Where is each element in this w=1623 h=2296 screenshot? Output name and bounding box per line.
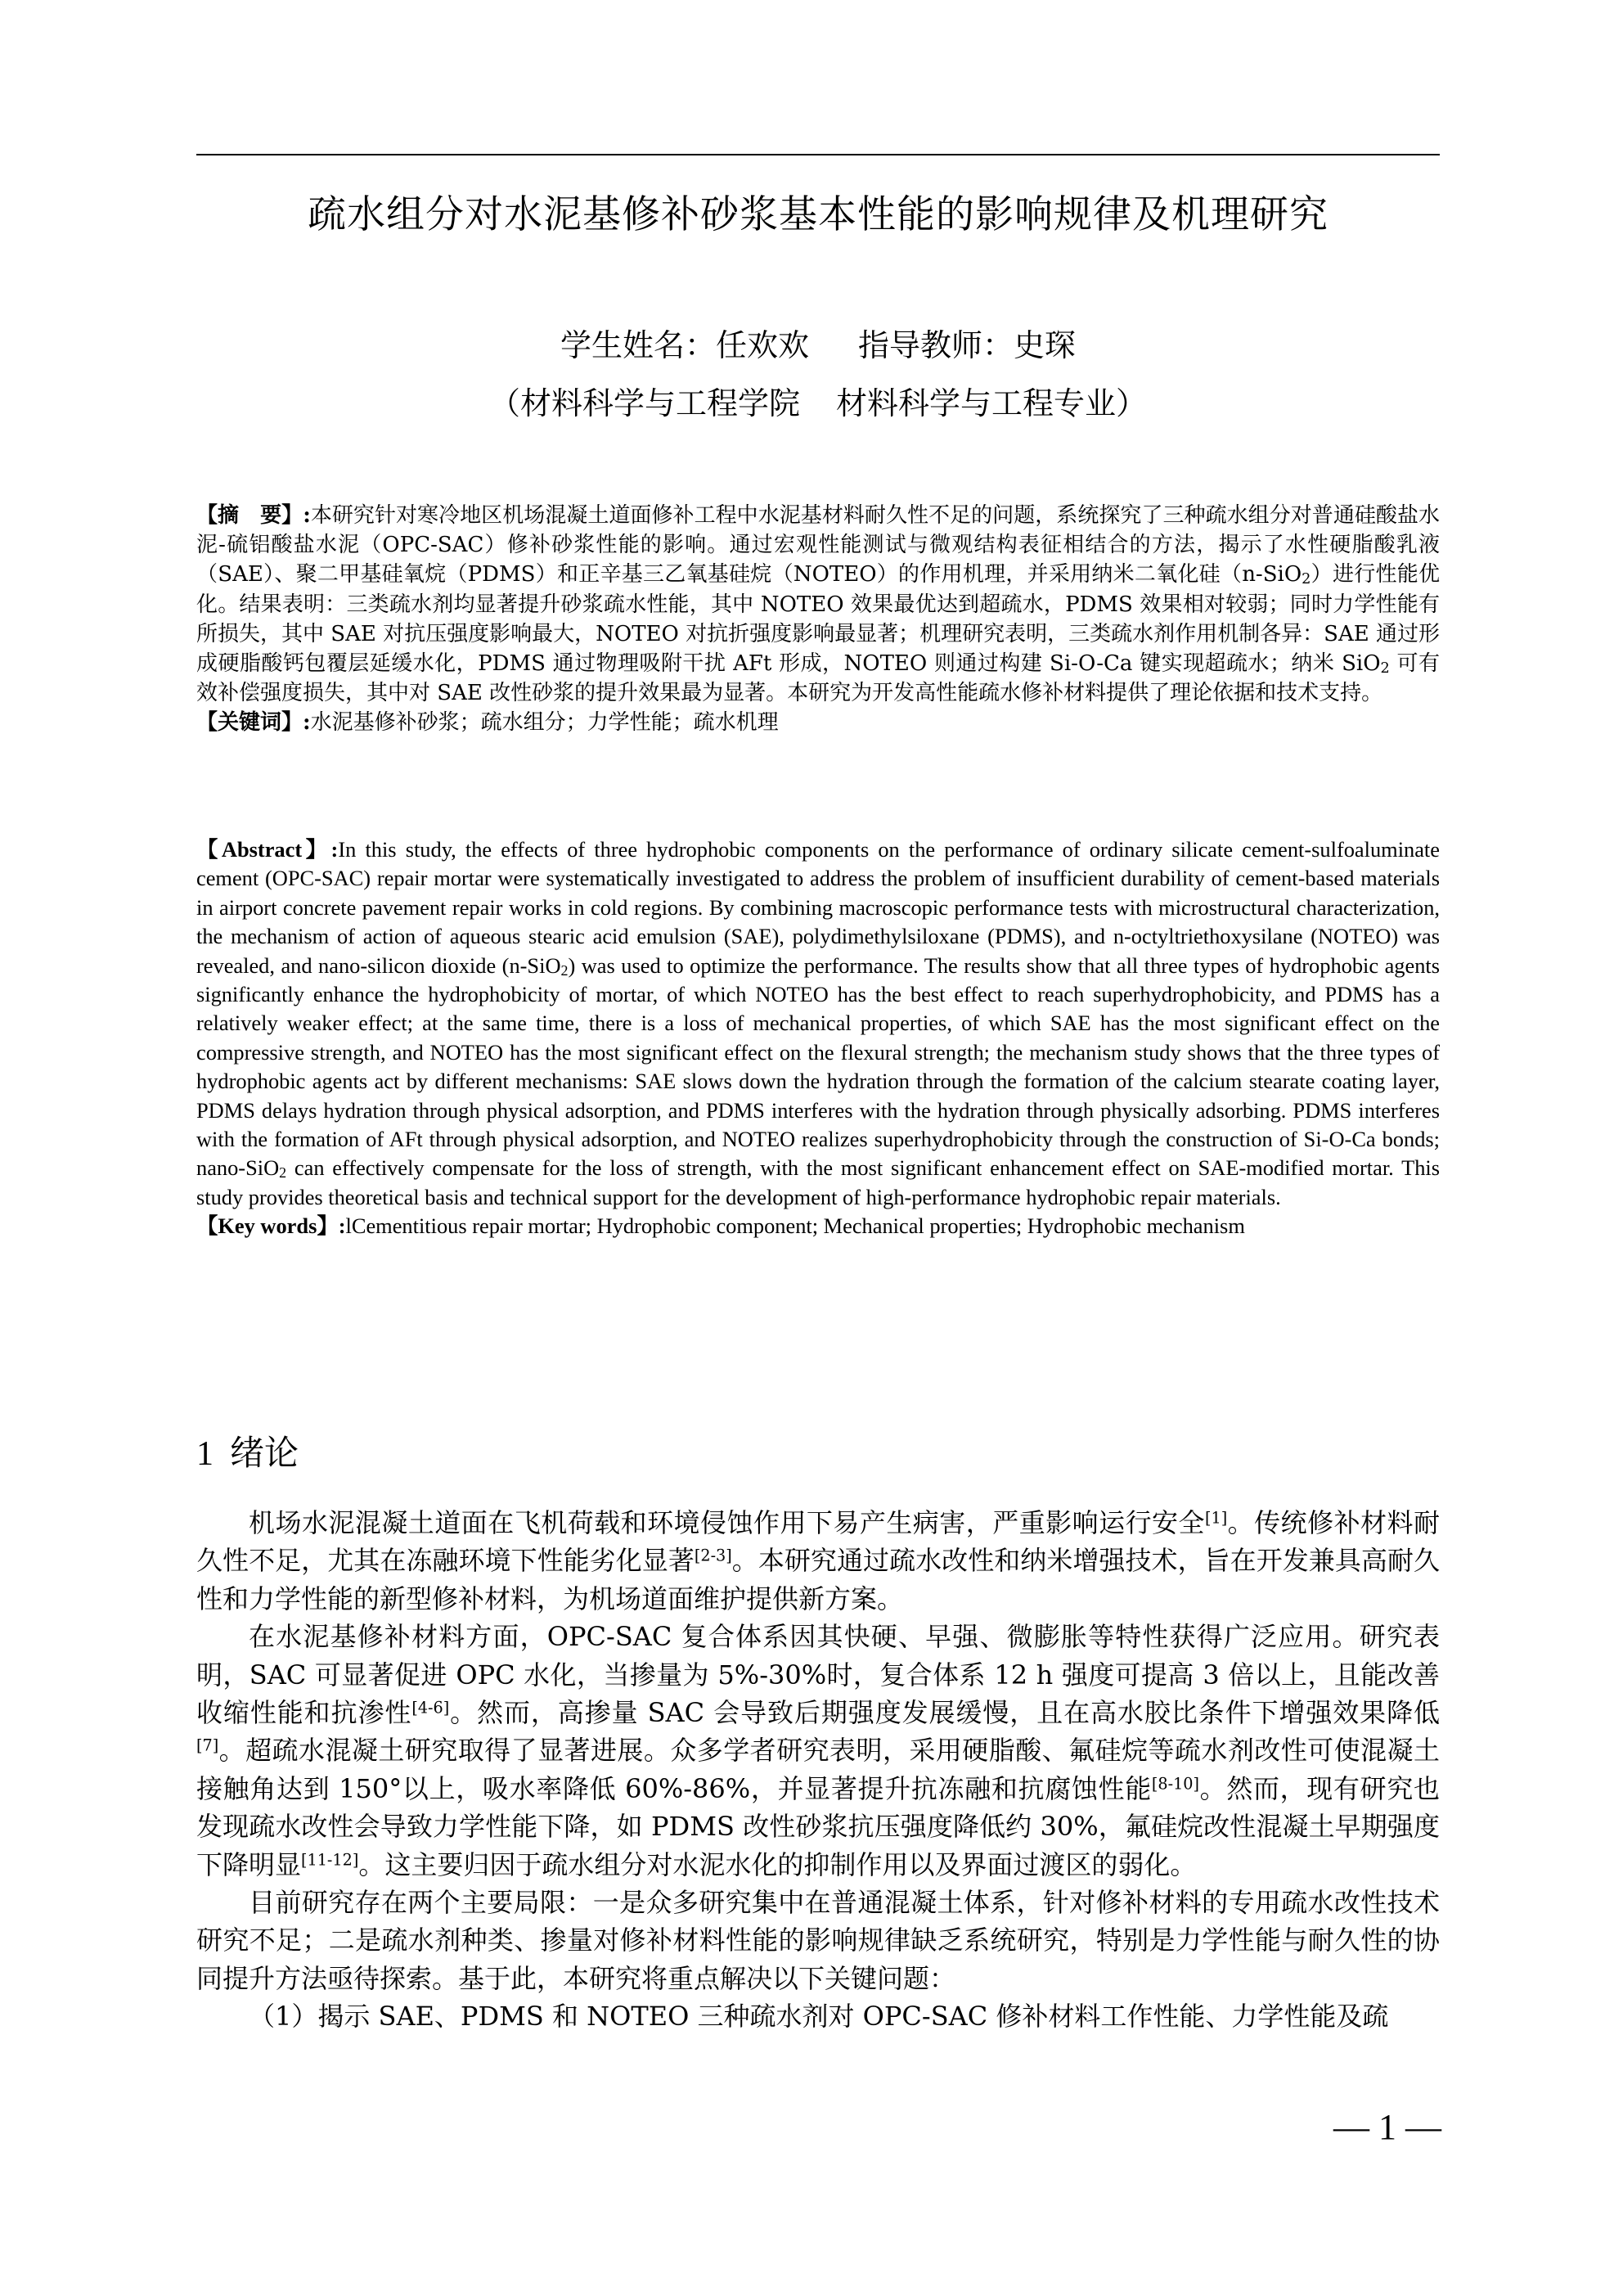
affiliation-line	[196, 381, 1440, 425]
advisor-label: 指导教师：	[858, 327, 1014, 363]
college-name: 材料科学与工程学院	[519, 385, 800, 421]
student-label: 学生姓名：	[560, 327, 716, 363]
body-text: 机场水泥混凝土道面在飞机荷载和环境侵蚀作用下易产生病害，严重影响运行安全	[249, 1507, 1206, 1538]
citation: [11-12]	[301, 1850, 359, 1870]
abstract-zh-paragraph	[196, 501, 1440, 708]
body-paragraph	[196, 1618, 1440, 1884]
abstract-zh-text: 可有效补偿强度损失，其中对 SAE 改性砂浆的提升效果最为显著。本研究为开发高性能疏水修补材料提供了理论依据和技术支持。	[196, 651, 1441, 706]
author-line	[196, 323, 1440, 367]
abstract-en-text: In this study, the effects of three hydrophobic components on the performance of ordinary silicate cement-sulfoaluminate cement (OPC-SAC) repair mortar were systematically investigated to address the problem of insufficient durability of cement-based materials in airport concrete pavement repair works in cold regions. By combining macroscopic performance tests with microstructural characterization, the mechanism of action of aqueous stearic acid emulsion (SAE), polydimethylsiloxane (PDMS), and n-octyltriethoxysilane (NOTEO) was revealed, and nano-silicon dioxide (n-SiO	[196, 837, 1440, 978]
abstract-zh-text: ）进行性能优化。结果表明：三类疏水剂均显著提升砂浆疏水性能，其中 NOTEO 效果最优达到超疏水，PDMS 效果相对较弱；同时力学性能有所损失，其中 SAE 对抗压强度影响最大，NOTEO 对抗折强度影响最显著；机理研究表明，三类疏水剂作用机制各异：SAE 通过形成硬脂酸钙包覆层延缓水化，PDMS 通过物理吸附干扰 AFt 形成，NOTEO 则通过构建 Si-O-Ca 键实现超疏水；纳米 SiO	[196, 562, 1440, 677]
header-rule	[196, 154, 1440, 155]
abstract-en	[196, 835, 1440, 1241]
body-text: 。然而，高掺量 SAC 会导致后期强度发展缓慢，且在高水胶比条件下增强效果降低	[449, 1697, 1440, 1729]
body-text: 。超疏水混凝土研究取得了显著进展。众多学者研究表明，采用硬脂酸、氟硅烷等疏水剂改性可使混凝土接触角达到 150°以上，吸水率降低 60%-86%，并显著提升抗冻融和抗腐蚀性能	[196, 1735, 1440, 1804]
affiliation-open-paren: （	[488, 385, 520, 421]
affiliation-close-paren: ）	[1116, 385, 1148, 421]
body-paragraph	[196, 1504, 1440, 1618]
keywords-en	[196, 1212, 1440, 1240]
abstract-en-text: ) was used to optimize the performance. The results show that all three types of hydrophobic agents significantly enhance the hydrophobicity of mortar, of which NOTEO has the best effect to reach superhydrophobicity, and PDMS has a relatively weaker effect; at the same time, there is a loss of mechanical properties, of which SAE has the most significant effect on the compressive strength, and NOTEO has the most significant effect on the flexural strength; the mechanism study shows that the three types of hydrophobic agents act by different mechanisms: SAE slows down the hydration through the formation of the calcium stearate coating layer, PDMS delays hydration through physical adsorption, and PDMS interferes with the hydration through physically adsorbing. PDMS interferes with the formation of AFt through physical adsorption, and NOTEO realizes superhydrophobicity through the construction of Si-O-Ca bonds; nano-SiO	[196, 952, 1440, 1181]
abstract-zh	[196, 501, 1440, 738]
citation: [2-3]	[694, 1546, 732, 1565]
citation: [7]	[196, 1736, 219, 1755]
citation: [8-10]	[1151, 1774, 1199, 1794]
keywords-en-text: lCementitious repair mortar; Hydrophobic component; Mechanical properties; Hydrophobic mechanism	[345, 1213, 1245, 1239]
citation: [1]	[1205, 1508, 1228, 1528]
major-name: 材料科学与工程专业	[836, 385, 1117, 421]
body-paragraph: 目前研究存在两个主要局限：一是众多研究集中在普通混凝土体系，针对修补材料的专用疏水改性技术研究不足；二是疏水剂种类、掺量对修补材料性能的影响规律缺乏系统研究，特别是力学性能与耐久性的协同提升方法亟待探索。基于此，本研究将重点解决以下关键问题：	[196, 1887, 1440, 1994]
keywords-en-label: 【Key words】:	[196, 1213, 346, 1239]
abstract-en-label: 【Abstract】:	[196, 837, 339, 862]
keywords-zh-text: 水泥基修补砂浆；疏水组分；力学性能；疏水机理	[310, 710, 779, 736]
page-number: — 1 —	[1333, 2107, 1441, 2147]
keywords-zh-label: 【关键词】:	[196, 710, 311, 736]
abstract-en-paragraph	[196, 835, 1440, 1212]
body-text: 在水泥基修补材料方面，OPC-SAC 复合体系因其快硬、早强、微膨胀等特性获得广泛应用。研究表明，SAC 可显著促进 OPC 水化，当掺量为 5%-30%时，复合体系 12 h 强度可提高 3 倍以上，且能改善收缩性能和抗渗性	[196, 1621, 1440, 1729]
body-text: 。这主要归因于疏水组分对水泥水化的抑制作用以及界面过渡区的弱化。	[358, 1848, 1197, 1880]
keywords-zh	[196, 708, 1440, 737]
section-title: 绪论	[230, 1433, 299, 1473]
paper-title: 疏水组分对水泥基修补砂浆基本性能的影响规律及机理研究	[308, 192, 1329, 237]
section-heading	[196, 1430, 299, 1477]
subscript: 2	[1380, 660, 1390, 678]
subscript: 2	[1302, 571, 1311, 588]
body-text: 。本研究通过疏水改性和纳米增强技术，旨在开发兼具高耐久性和力学性能的新型修补材料，为机场道面维护提供新方案。	[196, 1545, 1440, 1614]
subscript: 2	[560, 961, 569, 979]
abstract-en-text: can effectively compensate for the loss of strength, with the most significant enhancement effect on SAE-modified mortar. This study provides theoretical basis and technical support for the development of high-performance hydrophobic repair materials.	[196, 1155, 1440, 1209]
body-paragraph: （1）揭示 SAE、PDMS 和 NOTEO 三种疏水剂对 OPC-SAC 修补材料工作性能、力学性能及疏	[249, 2001, 1389, 2033]
abstract-zh-text: 本研究针对寒冷地区机场混凝土道面修补工程中水泥基材料耐久性不足的问题，系统探究了三种疏水组分对普通硅酸盐水泥-硫铝酸盐水泥（OPC-SAC）修补砂浆性能的影响。通过宏观性能测试与微观结构表征相结合的方法，揭示了水性硬脂酸乳液（SAE）、聚二甲基硅氧烷（PDMS）和正辛基三乙氧基硅烷（NOTEO）的作用机理，并采用纳米二氧化硅（n-SiO	[196, 503, 1440, 588]
abstract-zh-label: 【摘 要】:	[196, 503, 311, 528]
body-text: 。然而，现有研究也发现疏水改性会导致力学性能下降，如 PDMS 改性砂浆抗压强度降低约 30%，氟硅烷改性混凝土早期强度下降明显	[196, 1772, 1440, 1880]
student-name: 任欢欢	[715, 327, 809, 363]
body-text: 。传统修补材料耐久性不足，尤其在冻融环境下性能劣化显著	[196, 1507, 1440, 1577]
section-number: 1	[196, 1435, 214, 1473]
advisor-name: 史琛	[1014, 327, 1077, 363]
subscript: 2	[279, 1164, 287, 1182]
section-body	[196, 1504, 1440, 2036]
citation: [4-6]	[411, 1698, 450, 1717]
